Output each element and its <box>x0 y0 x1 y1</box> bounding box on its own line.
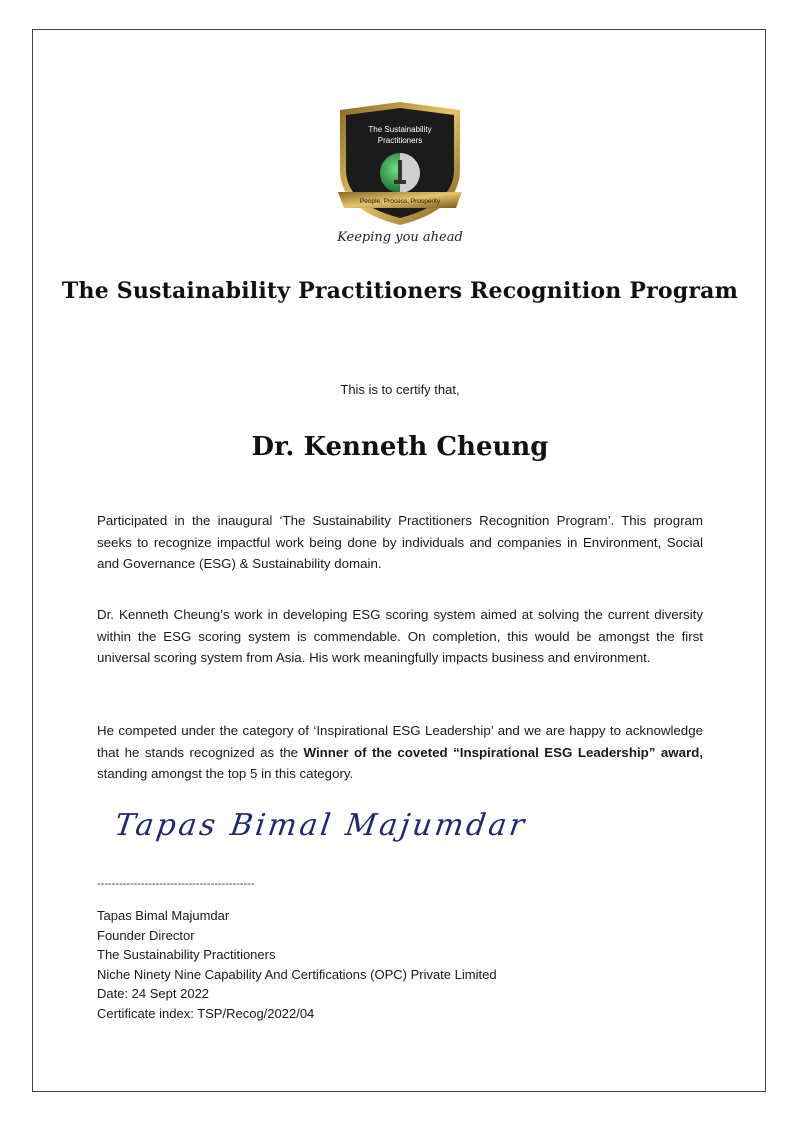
signatory-block <box>97 906 497 1024</box>
paragraph-participation: Participated in the inaugural ‘The Sustainability Practitioners Recognition Program’. This program seeks to recognize impactful work being done by individuals and companies in Environment, Social and Governance (ESG) & Sustainability domain. <box>97 513 703 571</box>
logo-title-line1: The Sustainability <box>368 125 432 134</box>
certificate-index: Certificate index: TSP/Recog/2022/04 <box>97 1005 315 1021</box>
logo-ribbon-text: People, Process, Prosperity <box>359 198 441 205</box>
paragraph-work-description: Dr. Kenneth Cheung’s work in developing ESG scoring system aimed at solving the current diversity within the ESG scoring system is commendable. On completion, this would be amongst the first universal scoring system from Asia. His work meaningfully impacts business and environment. <box>97 607 703 665</box>
handwritten-signature: Tapas Bimal Majumdar <box>112 808 530 843</box>
paragraph-award <box>97 720 703 785</box>
logo-title-line2: Practitioners <box>377 136 423 145</box>
award-text-end: standing amongst the top 5 in this category. <box>97 766 354 781</box>
signature-line: ------------------------------------------- <box>97 878 255 890</box>
recipient-name: Dr. Kenneth Cheung <box>251 432 549 462</box>
certify-statement: This is to certify that, <box>340 382 460 397</box>
signatory-organization: The Sustainability Practitioners <box>97 947 276 963</box>
program-title: The Sustainability Practitioners Recognition Program <box>61 278 739 304</box>
signatory-company: Niche Ninety Nine Capability And Certifications (OPC) Private Limited <box>97 966 497 982</box>
signatory-name: Tapas Bimal Majumdar <box>97 908 230 923</box>
award-title: Winner of the coveted “Inspirational ESG Leadership” award, <box>303 744 704 760</box>
certificate-date: Date: 24 Sept 2022 <box>97 986 210 1002</box>
signatory-title: Founder Director <box>97 927 195 943</box>
logo-tagline: Keeping you ahead <box>337 230 463 245</box>
award-text-start: He competed under the category of ‘Inspirational ESG Leadership’ and we are happy to acknowledge that he stands recognized as the <box>97 723 703 760</box>
